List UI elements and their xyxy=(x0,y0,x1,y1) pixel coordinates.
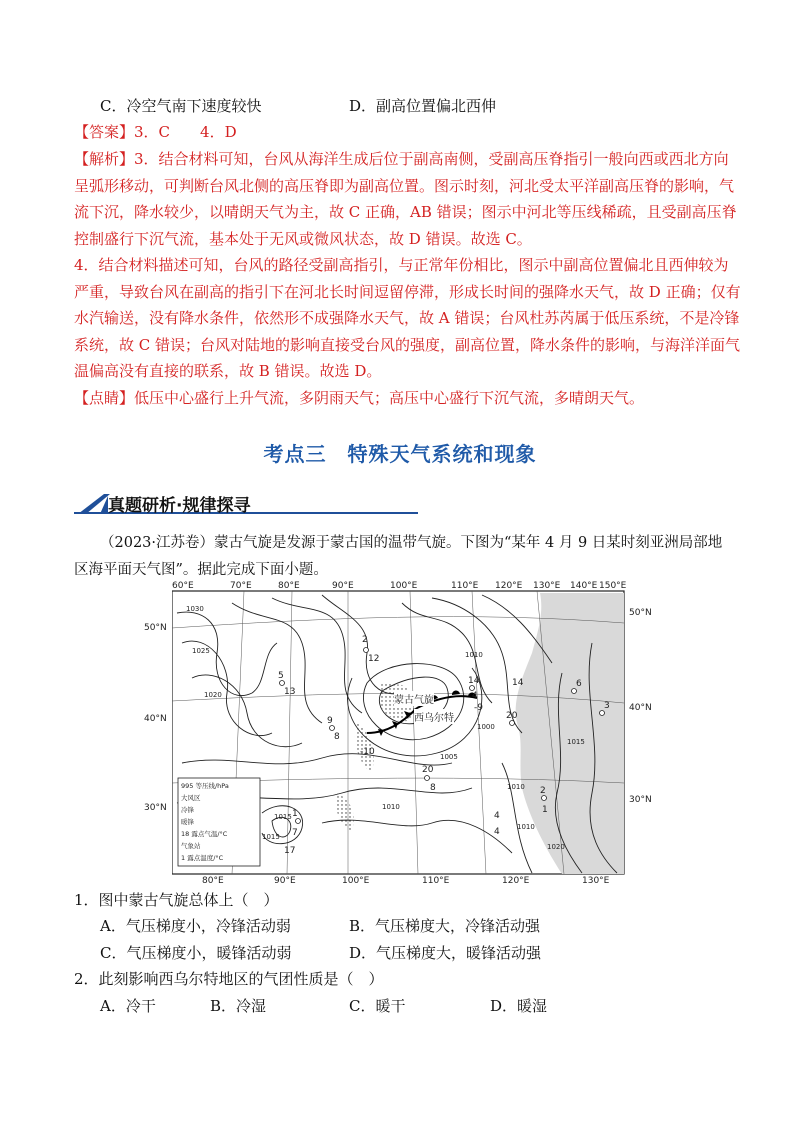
xiwuerte-label: 西乌尔特 xyxy=(414,709,454,724)
isobar-label: 1010 xyxy=(465,651,483,659)
q2-option-a: A．冷干 xyxy=(100,997,156,1015)
lon-top-140: 140°E xyxy=(570,581,598,591)
isobar-label: 1015 xyxy=(567,738,585,746)
tip-tag: 【点睛】 xyxy=(74,388,135,407)
station-value: 13 xyxy=(284,687,296,697)
legend-temp: 18 露点气温/°C xyxy=(181,830,228,838)
q1-option-a: A．气压梯度小，冷锋活动弱 xyxy=(100,917,291,935)
intro-line-1: （2023·江苏卷）蒙古气旋是发源于蒙古国的温带气旋。下图为“某年 4 月 9 日某时刻亚洲局部地 xyxy=(100,535,723,551)
station-value: 3 xyxy=(604,701,610,711)
lat-left-40: 40°N xyxy=(144,714,167,724)
tip-line xyxy=(74,385,734,412)
isobar-label: 1025 xyxy=(192,647,210,655)
station-value: 12 xyxy=(368,654,380,664)
legend-wind: 大风区 xyxy=(181,794,201,802)
answer-line xyxy=(74,122,237,142)
lon-top-150: 150°E xyxy=(599,581,627,591)
isobar-label: 1015 xyxy=(262,833,280,841)
station-value: 7 xyxy=(292,828,298,838)
station-value: 8 xyxy=(430,783,436,793)
analysis-q4-line-5: 温偏高没有直接的联系，故 B 错误。故选 D。 xyxy=(74,362,382,380)
analysis-line-2: 呈弧形移动，可判断台风北侧的高压脊即为副高位置。图示时刻，河北受太平洋副高压脊的影响，气 xyxy=(74,176,735,195)
lat-right-30: 30°N xyxy=(629,795,652,805)
lon-bottom-80: 80°E xyxy=(202,876,224,886)
tip-text: 低压中心盛行上升气流，多阴雨天气；高压中心盛行下沉气流，多晴朗天气。 xyxy=(134,388,645,407)
legend-station: 气象站 xyxy=(181,842,201,850)
lon-top-90: 90°E xyxy=(332,581,354,591)
isobar-label: 1010 xyxy=(507,783,525,791)
option-c-prev: C．冷空气南下速度较快 xyxy=(100,97,262,115)
station-value: 4 xyxy=(494,827,500,837)
option-d-prev: D．副高位置偏北西伸 xyxy=(349,97,497,115)
lon-bottom-120: 120°E xyxy=(502,876,530,886)
analysis-q4-line-4: 系统，故 C 错误；台风对陆地的影响直接受台风的强度，副高位置，降水条件的影响，与海洋洋面气 xyxy=(74,335,741,354)
station-value: 4 xyxy=(494,811,500,821)
legend-cold-front: 冷锋 xyxy=(181,806,194,814)
lon-top-70: 70°E xyxy=(230,581,252,591)
answer-text: 3．C 4．D xyxy=(134,123,237,141)
lat-left-50: 50°N xyxy=(144,623,167,633)
station-value: 14 xyxy=(512,678,524,688)
q2-option-d: D．暖湿 xyxy=(490,997,548,1015)
lon-bottom-100: 100°E xyxy=(342,876,370,886)
lat-left-30: 30°N xyxy=(144,803,167,813)
section-title: 考点三 特殊天气系统和现象 xyxy=(263,442,537,466)
analysis-q4-line-2: 严重，导致台风在副高的指引下在河北长时间逗留停滞，形成长时间的强降水天气，故 D 正确；仅有 xyxy=(74,282,741,301)
analysis-line-1: 【解析】3．结合材料可知，台风从海洋生成后位于副高南侧，受副高压脊指引一般向西或西北方向 xyxy=(74,150,729,168)
analysis-line-4: 控制盛行下沉气流，基本处于无风或微风状态，故 D 错误。故选 C。 xyxy=(74,229,532,248)
map-labels xyxy=(144,581,652,886)
station-value: -10 xyxy=(360,747,375,757)
isobar-label: 1005 xyxy=(440,753,458,761)
q2-option-c: C．暖干 xyxy=(349,997,406,1015)
intro-line-2: 区海平面天气图”。据此完成下面小题。 xyxy=(74,562,328,578)
analysis-q4-line-1: 4．结合材料描述可知，台风的路径受副高指引，与正常年份相比，图示中副高位置偏北且西伸较为 xyxy=(74,256,729,274)
q2-option-b: B．冷湿 xyxy=(210,997,267,1015)
banner-title: 真题研析·规律探寻 xyxy=(108,496,251,516)
isobar-label: 1020 xyxy=(547,843,565,851)
isobar-label: 1010 xyxy=(382,803,400,811)
analysis-q4-line-3: 水汽输送，没有降水条件，依然形不成强降水天气，故 A 错误；台风杜苏芮属于低压系统，不是冷锋 xyxy=(74,309,740,327)
station-value: 6 xyxy=(576,679,582,689)
analysis-line-3: 流下沉，降水较少，以晴朗天气为主，故 C 正确，AB 错误；图示中河北等压线稀疏，且受副高压脊 xyxy=(74,203,737,221)
legend-isobar: 995 等压线/hPa xyxy=(181,782,229,790)
station-value: 1 xyxy=(292,809,298,819)
isobar-label: 1020 xyxy=(204,691,222,699)
station-value: -9 xyxy=(474,703,483,713)
station-value: 9 xyxy=(327,716,333,726)
lon-top-120: 120°E xyxy=(495,581,523,591)
lon-top-110: 110°E xyxy=(451,581,479,591)
lon-top-130: 130°E xyxy=(533,581,561,591)
map-legend xyxy=(181,780,261,864)
answer-tag: 【答案】 xyxy=(74,123,135,141)
station-value: 2 xyxy=(540,786,546,796)
isobar-label: 1015 xyxy=(274,813,292,821)
question-intro xyxy=(74,530,760,584)
station-value: 8 xyxy=(334,732,340,742)
station-value: 4 xyxy=(472,691,478,701)
lon-bottom-90: 90°E xyxy=(274,876,296,886)
station-value: 20 xyxy=(422,765,434,775)
lon-top-80: 80°E xyxy=(278,581,300,591)
station-value: 5 xyxy=(278,671,284,681)
analysis-block xyxy=(74,146,741,411)
station-value: 14 xyxy=(468,676,480,686)
legend-dew: 1 露点温度/°C xyxy=(181,854,224,862)
isobar-label: 1010 xyxy=(517,823,535,831)
station-value: 17 xyxy=(284,846,296,856)
lat-right-40: 40°N xyxy=(629,703,652,713)
lon-top-60: 60°E xyxy=(172,581,194,591)
lon-bottom-130: 130°E xyxy=(582,876,610,886)
isobar-label: 1030 xyxy=(186,605,204,613)
legend-warm-front: 暖锋 xyxy=(181,818,194,826)
lat-right-50: 50°N xyxy=(629,608,652,618)
isobar-label: 1000 xyxy=(477,723,495,731)
lon-bottom-110: 110°E xyxy=(422,876,450,886)
mongolian-cyclone-label: 蒙古气旋 xyxy=(394,691,434,706)
q1-option-d: D．气压梯度大，暖锋活动强 xyxy=(349,944,542,962)
station-value: 2 xyxy=(362,635,368,645)
analysis-tag: 【解析】 xyxy=(74,150,135,168)
station-value: 1 xyxy=(542,805,548,815)
q1-option-c: C．气压梯度小，暖锋活动弱 xyxy=(100,944,292,962)
lon-top-100: 100°E xyxy=(390,581,418,591)
station-value: 20 xyxy=(506,711,518,721)
q1-option-b: B．气压梯度大，冷锋活动强 xyxy=(349,917,541,935)
q1-stem: 1．图中蒙古气旋总体上（ ） xyxy=(74,891,279,909)
q2-stem: 2．此刻影响西乌尔特地区的气团性质是（ ） xyxy=(74,970,384,988)
